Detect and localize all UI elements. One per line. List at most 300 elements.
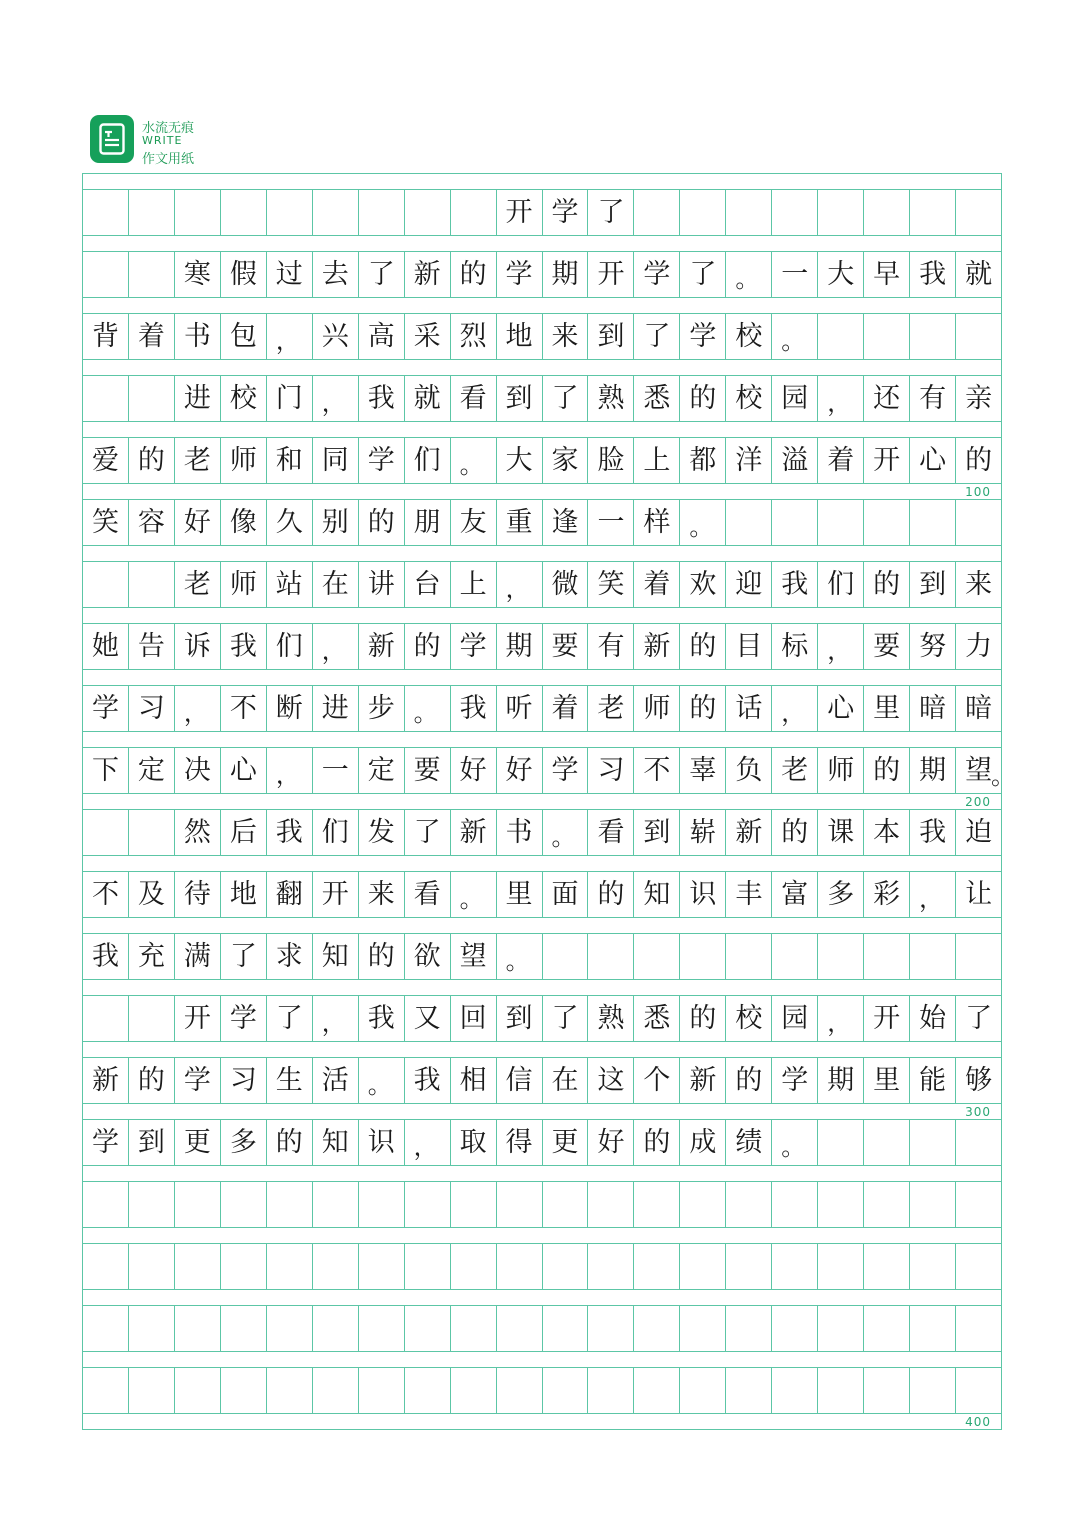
grid-cell — [497, 1182, 543, 1227]
grid-cell — [267, 1244, 313, 1289]
grid-cell: 新 — [451, 810, 497, 855]
grid-row — [82, 1368, 1002, 1413]
grid-cell: 暗 — [910, 686, 956, 731]
grid-cell: 期 — [497, 624, 543, 669]
grid-cell: 我 — [359, 376, 405, 421]
grid-cell: 家 — [543, 438, 589, 483]
grid-cell: ， — [497, 562, 543, 607]
grid-cell — [175, 1182, 221, 1227]
grid-cell — [175, 1368, 221, 1413]
grid-cell: 我 — [772, 562, 818, 607]
grid-row — [82, 190, 1002, 235]
grid-cell: 让 — [956, 872, 1002, 917]
grid-cell: 台 — [405, 562, 451, 607]
grid-cell: 这 — [588, 1058, 634, 1103]
grid-cell: 门 — [267, 376, 313, 421]
grid-cell — [818, 1306, 864, 1351]
grid-cell — [864, 934, 910, 979]
grid-cell: 里 — [864, 686, 910, 731]
grid-cell — [634, 1368, 680, 1413]
row-gap — [82, 1227, 1002, 1244]
grid-cell: 开 — [175, 996, 221, 1041]
grid-cell: 们 — [405, 438, 451, 483]
grid-cell: 她 — [83, 624, 129, 669]
row-gap — [82, 1041, 1002, 1058]
grid-cell: 了 — [405, 810, 451, 855]
grid-cell: 师 — [818, 748, 864, 793]
grid-cell: ， — [313, 624, 359, 669]
grid-cell: 有 — [910, 376, 956, 421]
grid-cell: 期 — [543, 252, 589, 297]
grid-cell — [634, 1244, 680, 1289]
grid-cell: 学 — [221, 996, 267, 1041]
grid-cell: 我 — [221, 624, 267, 669]
row-gap — [82, 1351, 1002, 1368]
grid-cell — [451, 1244, 497, 1289]
grid-cell: 容 — [129, 500, 175, 545]
grid-cell: 迎 — [726, 562, 772, 607]
row-gap — [82, 731, 1002, 748]
grid-cell: 。 — [359, 1058, 405, 1103]
grid-cell: 老 — [588, 686, 634, 731]
grid-cell: 学 — [359, 438, 405, 483]
grid-cell — [910, 1182, 956, 1227]
grid-cell — [956, 1182, 1002, 1227]
grid-cell: 望 — [956, 748, 1002, 793]
grid-row — [82, 1306, 1002, 1351]
grid-cell — [818, 1182, 864, 1227]
grid-cell: 心 — [221, 748, 267, 793]
grid-cell: 的 — [129, 438, 175, 483]
grid-cell: 寒 — [175, 252, 221, 297]
grid-cell: 我 — [359, 996, 405, 1041]
grid-cell — [83, 996, 129, 1041]
grid-cell — [772, 1306, 818, 1351]
grid-cell: 老 — [175, 562, 221, 607]
grid-cell: 爱 — [83, 438, 129, 483]
grid-cell — [543, 1306, 589, 1351]
grid-cell: 诉 — [175, 624, 221, 669]
grid-cell — [910, 934, 956, 979]
grid-cell: 着 — [543, 686, 589, 731]
grid-cell — [129, 1244, 175, 1289]
grid-cell: 笑 — [588, 562, 634, 607]
grid-cell: 学 — [634, 252, 680, 297]
grid-cell: 活 — [313, 1058, 359, 1103]
grid-cell: 。 — [497, 934, 543, 979]
grid-cell: 了 — [956, 996, 1002, 1041]
grid-cell — [83, 1306, 129, 1351]
char-counter: 100 — [965, 485, 991, 499]
grid-cell — [910, 1306, 956, 1351]
grid-cell: 取 — [451, 1120, 497, 1165]
grid-cell — [129, 1368, 175, 1413]
grid-cell: 过 — [267, 252, 313, 297]
grid-cell: 开 — [864, 996, 910, 1041]
grid-cell: 成 — [680, 1120, 726, 1165]
grid-cell: 的 — [680, 376, 726, 421]
grid-cell: 欢 — [680, 562, 726, 607]
grid-cell: 决 — [175, 748, 221, 793]
grid-cell: 彩 — [864, 872, 910, 917]
grid-cell: 的 — [726, 1058, 772, 1103]
grid-cell — [864, 1368, 910, 1413]
grid-cell: 新 — [359, 624, 405, 669]
grid-cell — [129, 996, 175, 1041]
grid-row — [82, 686, 1002, 731]
grid-cell — [129, 562, 175, 607]
grid-cell — [864, 1182, 910, 1227]
grid-cell — [129, 810, 175, 855]
grid-cell: 微 — [543, 562, 589, 607]
grid-cell: 回 — [451, 996, 497, 1041]
grid-cell: 来 — [543, 314, 589, 359]
grid-cell — [313, 1306, 359, 1351]
grid-row — [82, 1182, 1002, 1227]
grid-cell — [588, 1368, 634, 1413]
grid-row — [82, 624, 1002, 669]
brand-name: 水流无痕 — [142, 121, 195, 136]
grid-cell: 了 — [588, 190, 634, 235]
grid-cell: 朋 — [405, 500, 451, 545]
grid-cell: 翻 — [267, 872, 313, 917]
grid-cell: 识 — [359, 1120, 405, 1165]
grid-cell: 本 — [864, 810, 910, 855]
grid-cell: 高 — [359, 314, 405, 359]
grid-cell — [818, 500, 864, 545]
grid-cell: 了 — [543, 376, 589, 421]
grid-cell — [818, 1120, 864, 1165]
grid-cell: 学 — [543, 748, 589, 793]
grid-cell — [818, 190, 864, 235]
grid-cell: 迫 — [956, 810, 1002, 855]
grid-cell — [359, 190, 405, 235]
grid-cell — [864, 500, 910, 545]
grid-cell: 书 — [497, 810, 543, 855]
grid-cell: 们 — [818, 562, 864, 607]
grid-cell — [451, 190, 497, 235]
grid-cell: 不 — [83, 872, 129, 917]
grid-cell: 信 — [497, 1058, 543, 1103]
grid-cell: 里 — [864, 1058, 910, 1103]
row-gap — [82, 545, 1002, 562]
grid-cell: 脸 — [588, 438, 634, 483]
grid-cell — [221, 190, 267, 235]
grid-cell — [726, 500, 772, 545]
grid-cell — [83, 376, 129, 421]
grid-cell: 更 — [175, 1120, 221, 1165]
grid-cell: 我 — [83, 934, 129, 979]
grid-cell — [83, 252, 129, 297]
grid-cell — [680, 1306, 726, 1351]
row-gap — [82, 793, 1002, 810]
grid-cell: 。 — [772, 314, 818, 359]
grid-cell: 能 — [910, 1058, 956, 1103]
grid-cell — [267, 190, 313, 235]
grid-cell — [864, 314, 910, 359]
grid-cell: 面 — [543, 872, 589, 917]
grid-cell — [726, 1306, 772, 1351]
grid-cell: 到 — [497, 376, 543, 421]
grid-cell: 看 — [451, 376, 497, 421]
grid-row — [82, 1120, 1002, 1165]
document-icon — [90, 115, 134, 163]
grid-cell — [497, 1244, 543, 1289]
grid-cell — [634, 1306, 680, 1351]
grid-cell — [588, 1306, 634, 1351]
grid-cell — [221, 1368, 267, 1413]
grid-cell — [680, 1182, 726, 1227]
grid-cell — [83, 562, 129, 607]
grid-cell — [175, 1244, 221, 1289]
grid-cell — [726, 934, 772, 979]
grid-cell — [772, 1368, 818, 1413]
grid-cell: 到 — [588, 314, 634, 359]
grid-cell: 了 — [680, 252, 726, 297]
grid-cell: 的 — [405, 624, 451, 669]
grid-cell: 满 — [175, 934, 221, 979]
brand-paper: 作文用纸 — [142, 152, 195, 167]
grid-cell — [267, 1368, 313, 1413]
grid-cell — [818, 934, 864, 979]
grid-cell: 校 — [726, 314, 772, 359]
grid-cell: 习 — [129, 686, 175, 731]
grid-cell: 一 — [313, 748, 359, 793]
grid-cell: 的 — [267, 1120, 313, 1165]
grid-cell: 发 — [359, 810, 405, 855]
grid-row — [82, 996, 1002, 1041]
grid-cell: 学 — [83, 686, 129, 731]
grid-cell: 新 — [83, 1058, 129, 1103]
grid-cell: 我 — [267, 810, 313, 855]
grid-cell — [543, 1368, 589, 1413]
grid-cell: 到 — [497, 996, 543, 1041]
grid-cell — [543, 934, 589, 979]
brand-logo — [90, 115, 250, 167]
grid-cell — [588, 1182, 634, 1227]
grid-cell: 得 — [497, 1120, 543, 1165]
grid-cell — [726, 190, 772, 235]
grid-cell — [864, 190, 910, 235]
grid-cell: 着 — [818, 438, 864, 483]
grid-cell: 到 — [129, 1120, 175, 1165]
grid-row — [82, 872, 1002, 917]
grid-cell — [405, 1182, 451, 1227]
grid-cell — [175, 190, 221, 235]
grid-cell: 的 — [634, 1120, 680, 1165]
grid-cell — [221, 1306, 267, 1351]
grid-cell — [818, 1244, 864, 1289]
grid-cell: 了 — [221, 934, 267, 979]
grid-cell: 熟 — [588, 996, 634, 1041]
grid-cell: 步 — [359, 686, 405, 731]
grid-cell — [451, 1182, 497, 1227]
grid-cell — [83, 1182, 129, 1227]
grid-cell: 园 — [772, 996, 818, 1041]
grid-cell: 好 — [175, 500, 221, 545]
grid-cell: 知 — [634, 872, 680, 917]
grid-cell: 要 — [405, 748, 451, 793]
grid-cell: 要 — [543, 624, 589, 669]
grid-row — [82, 376, 1002, 421]
grid-cell — [818, 1368, 864, 1413]
grid-cell: 洋 — [726, 438, 772, 483]
overflow-char: 。 — [991, 762, 1015, 790]
grid-cell: ， — [313, 376, 359, 421]
grid-cell: 。 — [680, 500, 726, 545]
grid-cell — [313, 1368, 359, 1413]
grid-cell: 老 — [772, 748, 818, 793]
grid-cell: 好 — [588, 1120, 634, 1165]
grid-cell — [818, 314, 864, 359]
grid-cell — [405, 190, 451, 235]
grid-cell: 师 — [221, 438, 267, 483]
grid-cell: 早 — [864, 252, 910, 297]
grid-cell: 告 — [129, 624, 175, 669]
grid-cell — [359, 1306, 405, 1351]
grid-cell: 好 — [451, 748, 497, 793]
grid-cell: 就 — [956, 252, 1002, 297]
grid-cell: 友 — [451, 500, 497, 545]
grid-cell — [129, 1306, 175, 1351]
grid-cell: 的 — [772, 810, 818, 855]
grid-cell — [313, 1244, 359, 1289]
grid-cell: 学 — [680, 314, 726, 359]
grid-row — [82, 1058, 1002, 1103]
grid-cell: 。 — [543, 810, 589, 855]
grid-cell: 学 — [175, 1058, 221, 1103]
grid-cell — [910, 1120, 956, 1165]
grid-cell — [313, 1182, 359, 1227]
grid-cell: ， — [818, 376, 864, 421]
grid-cell — [772, 190, 818, 235]
grid-row — [82, 1244, 1002, 1289]
brand-sub: WRITE — [142, 134, 183, 147]
grid-cell: 看 — [588, 810, 634, 855]
grid-cell: 到 — [910, 562, 956, 607]
grid-cell: 一 — [772, 252, 818, 297]
grid-cell: 都 — [680, 438, 726, 483]
grid-cell: 学 — [543, 190, 589, 235]
grid-cell: 开 — [588, 252, 634, 297]
row-gap — [82, 917, 1002, 934]
grid-cell: 崭 — [680, 810, 726, 855]
grid-cell — [680, 934, 726, 979]
grid-cell: 望 — [451, 934, 497, 979]
grid-cell: 新 — [405, 252, 451, 297]
grid-cell: 然 — [175, 810, 221, 855]
grid-cell — [864, 1120, 910, 1165]
grid-cell: 像 — [221, 500, 267, 545]
row-gap — [82, 607, 1002, 624]
grid-cell — [221, 1182, 267, 1227]
grid-cell: 话 — [726, 686, 772, 731]
grid-cell: 亲 — [956, 376, 1002, 421]
grid-cell: 习 — [588, 748, 634, 793]
grid-cell: 丰 — [726, 872, 772, 917]
grid-cell: ， — [772, 686, 818, 731]
grid-cell — [864, 1244, 910, 1289]
grid-cell: 一 — [588, 500, 634, 545]
grid-cell — [405, 1306, 451, 1351]
grid-cell — [267, 1182, 313, 1227]
grid-cell — [129, 376, 175, 421]
grid-cell: 暗 — [956, 686, 1002, 731]
grid-cell: 溢 — [772, 438, 818, 483]
grid-cell: 里 — [497, 872, 543, 917]
grid-cell: 新 — [634, 624, 680, 669]
grid-cell — [83, 1368, 129, 1413]
grid-cell — [451, 1368, 497, 1413]
grid-cell: 来 — [359, 872, 405, 917]
row-gap — [82, 855, 1002, 872]
grid-cell: 着 — [634, 562, 680, 607]
grid-cell — [726, 1244, 772, 1289]
grid-cell: 了 — [359, 252, 405, 297]
composition-grid — [82, 173, 1015, 1429]
grid-cell: 了 — [267, 996, 313, 1041]
grid-cell — [313, 190, 359, 235]
grid-cell: 别 — [313, 500, 359, 545]
grid-cell: 校 — [726, 376, 772, 421]
grid-cell: 学 — [772, 1058, 818, 1103]
char-counter: 200 — [965, 795, 991, 809]
grid-cell: 就 — [405, 376, 451, 421]
grid-cell: 始 — [910, 996, 956, 1041]
grid-cell: 标 — [772, 624, 818, 669]
grid-cell: 识 — [680, 872, 726, 917]
grid-cell: 的 — [680, 996, 726, 1041]
grid-cell: 的 — [956, 438, 1002, 483]
grid-cell: 我 — [405, 1058, 451, 1103]
grid-cell — [175, 1306, 221, 1351]
grid-cell — [405, 1244, 451, 1289]
grid-cell — [221, 1244, 267, 1289]
grid-cell: 熟 — [588, 376, 634, 421]
grid-cell: 大 — [818, 252, 864, 297]
grid-row — [82, 438, 1002, 483]
grid-cell — [910, 314, 956, 359]
row-gap — [82, 173, 1002, 190]
grid-cell: ， — [267, 748, 313, 793]
grid-row — [82, 314, 1002, 359]
grid-cell: 老 — [175, 438, 221, 483]
grid-row — [82, 934, 1002, 979]
grid-cell: 学 — [451, 624, 497, 669]
grid-cell: 假 — [221, 252, 267, 297]
grid-cell — [772, 934, 818, 979]
grid-cell: 上 — [451, 562, 497, 607]
grid-cell: 讲 — [359, 562, 405, 607]
grid-cell: 我 — [910, 252, 956, 297]
grid-cell: 有 — [588, 624, 634, 669]
grid-cell — [956, 314, 1002, 359]
grid-cell: 兴 — [313, 314, 359, 359]
grid-cell — [451, 1306, 497, 1351]
grid-cell: 多 — [221, 1120, 267, 1165]
grid-cell: 。 — [451, 438, 497, 483]
grid-cell: ， — [405, 1120, 451, 1165]
grid-cell: 。 — [405, 686, 451, 731]
grid-cell: 心 — [910, 438, 956, 483]
grid-cell — [680, 1244, 726, 1289]
grid-cell: 。 — [726, 252, 772, 297]
grid-cell: 地 — [497, 314, 543, 359]
grid-cell: 校 — [221, 376, 267, 421]
grid-cell: 多 — [818, 872, 864, 917]
grid-cell — [956, 500, 1002, 545]
grid-cell — [497, 1368, 543, 1413]
